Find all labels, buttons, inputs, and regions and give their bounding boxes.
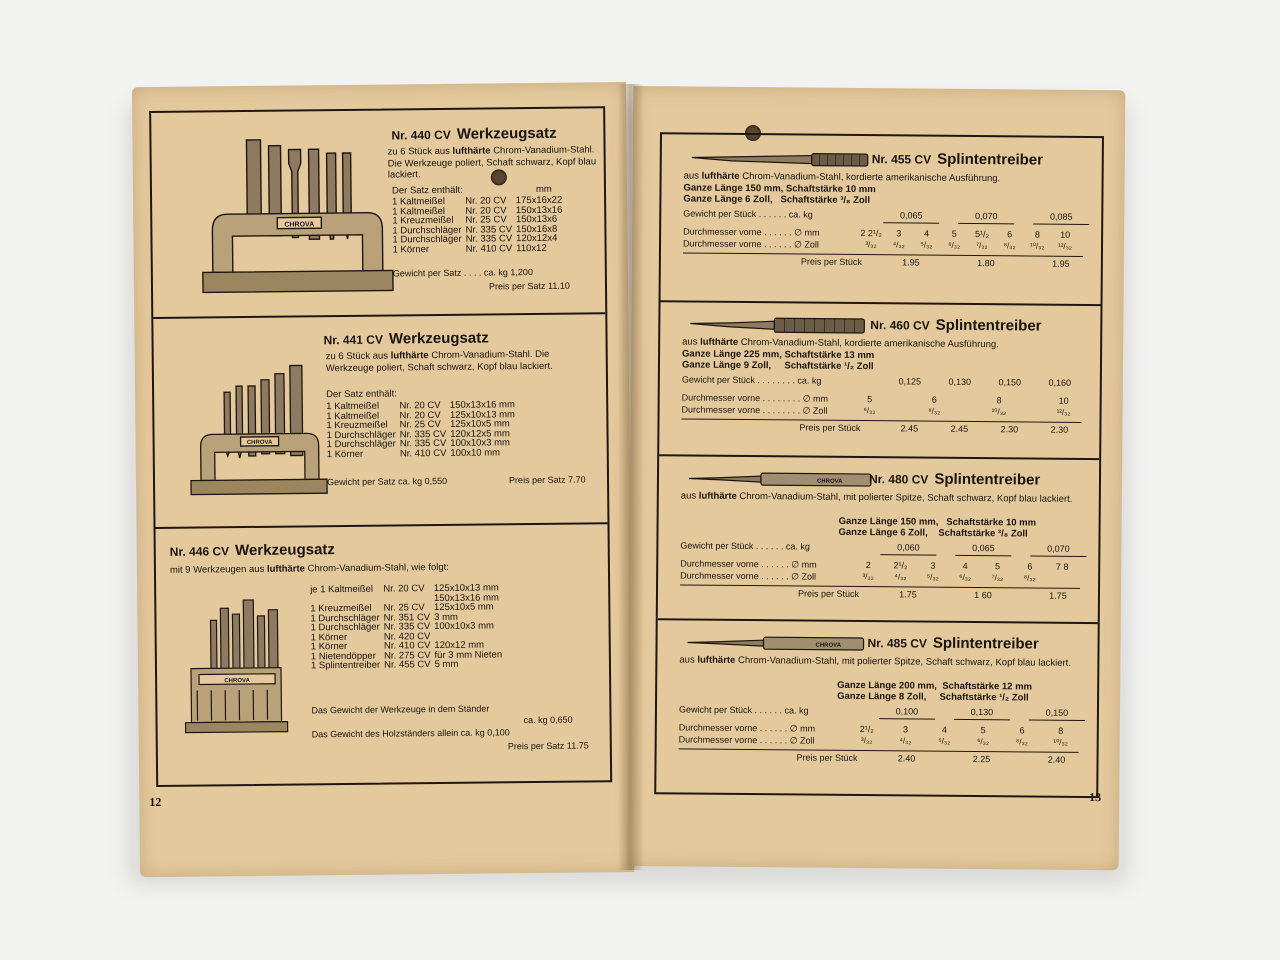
price-value: 1.95 (902, 257, 920, 268)
diameter-mm-value: 4 (962, 560, 968, 571)
punch-description: aus lufthärte Chrom-Vanadium-Stahl, kordierte amerikanische Ausführung. (682, 336, 999, 351)
tool-name: 1 Kaltmeißel (326, 400, 380, 413)
tool-number: Nr. 20 CV (383, 583, 425, 595)
tool-name: 1 Körner (310, 640, 348, 653)
tool-size: 100x10x3 mm (450, 437, 511, 449)
tool-number: Nr. 20 CV (399, 409, 441, 421)
tool-size: 125x10x13 mm (449, 408, 515, 421)
weight-underline (958, 223, 1014, 224)
price-line: Preis per Satz 7.70 (508, 474, 586, 486)
diameter-mm-value: 10 (1060, 229, 1071, 240)
price-label: Preis per Stück (800, 256, 862, 268)
tool-name: 1 Körner (392, 243, 430, 255)
punch-section-455 (661, 134, 1102, 304)
stand-brand: CHROVA (246, 439, 273, 447)
length-line: Ganze Länge 225 mm, Schaftstärke 13 mm (682, 348, 875, 362)
tool-name: 1 Durchschläger (310, 612, 380, 624)
set-number: Nr. 446 CV (169, 544, 230, 559)
diameter-zoll-label: Durchmesser vorne . . . . . . . . ∅ Zoll (681, 404, 828, 416)
diameter-zoll-value: ³/₃₂ (862, 572, 874, 582)
punch-description: aus lufthärte Chrom-Vanadium-Stahl, mit polierter Spitze, Schaft schwarz, Kopf blau lackiert. (679, 654, 1072, 669)
price-value: 1.75 (899, 589, 917, 600)
tool-size: 120x12 mm (434, 639, 485, 652)
punch-name: Splintentreiber (932, 634, 1039, 653)
price-line: Preis per Satz 11.75 (507, 740, 589, 752)
tool-number: Nr. 335 CV (399, 428, 447, 440)
weight-underline (1030, 555, 1086, 556)
tool-number: Nr. 335 CV (399, 437, 447, 450)
weight-label: Gewicht per Stück . . . . . . ca. kg (678, 704, 809, 716)
tool-name: 1 Nietendöpper (310, 650, 376, 662)
diameter-zoll-value: ¹⁰/₃₂ (1030, 241, 1045, 251)
diameter-zoll-label: Durchmesser vorne . . . . . . ∅ Zoll (680, 570, 817, 582)
tool-size: 3 mm (434, 611, 458, 623)
diameter-mm-value: 2 2¹/₂ (860, 228, 882, 239)
tool-number: Nr. 410 CV (383, 640, 431, 652)
diameter-zoll-value: ¹²/₃₂ (1058, 241, 1073, 251)
diameter-mm-value: 3 (930, 560, 936, 571)
punch-title (870, 316, 1041, 335)
tool-size: 150x13x16 mm (449, 399, 515, 411)
weight-value: 0,065 (972, 542, 995, 554)
set-name: Werkzeugsatz (456, 124, 557, 143)
diameter-zoll-value: ⁶/₃₂ (863, 406, 876, 416)
contents-label: Der Satz enthält: (326, 388, 397, 401)
tool-name: 1 Durchschläger (392, 224, 462, 236)
punch-number: Nr. 480 CV (868, 472, 929, 487)
diameter-zoll-value: ⁵/₃₂ (926, 572, 939, 582)
tool-size: 120x12x5 mm (450, 427, 510, 440)
set-title (323, 329, 488, 349)
tool-size: 125x10x5 mm (450, 418, 510, 430)
table-rule (681, 418, 1081, 422)
tool-size: 150x13x6 (515, 213, 558, 226)
tool-size: 150x13x16 mm (433, 591, 499, 604)
tool-name: 1 Kreuzmeißel (310, 602, 372, 615)
price-label: Preis per Stück (797, 588, 860, 600)
weight-value: 0,125 (898, 376, 922, 387)
weight-underline (1033, 224, 1089, 225)
tool-name: 1 Körner (310, 631, 348, 643)
punch-name: Splintentreiber (934, 470, 1041, 489)
tool-number: Nr. 455 CV (384, 659, 431, 671)
diameter-zoll-value: ⁸/₃₂ (1003, 241, 1016, 251)
diameter-mm-value: 8 (1034, 229, 1040, 240)
tool-name: je 1 Kaltmeißel (310, 583, 374, 596)
tool-stand-446-illustration (170, 589, 302, 740)
weight-value: 0,085 (1049, 211, 1073, 222)
diameter-zoll-value: ⁵/₃₂ (938, 736, 951, 746)
tool-size: 100x10x3 mm (434, 620, 494, 633)
diameter-mm-label: Durchmesser vorne . . . . . . . . ∅ mm (681, 392, 829, 404)
weight-value: 0,150 (1045, 707, 1069, 718)
diameter-zoll-value: ⁸/₃₂ (928, 406, 941, 416)
diameter-zoll-value: ⁸/₃₂ (1023, 573, 1036, 583)
length-line-zoll: Ganze Länge 6 Zoll, Schaftstärke ³/₈ Zoll (683, 193, 871, 207)
diameter-mm-value: 8 (1058, 725, 1064, 736)
weight-value: 0,150 (998, 377, 1022, 388)
diameter-mm-value: 6 (1027, 561, 1033, 572)
tool-name: 1 Kaltmeißel (392, 205, 446, 217)
diameter-mm-value: 6 (1007, 229, 1013, 240)
contents-table-441 (326, 400, 519, 459)
length-line-zoll: Ganze Länge 9 Zoll, Schaftstärke ¹/₂ Zoll (681, 359, 874, 373)
set-title (170, 541, 335, 561)
weight-label: Gewicht per Stück . . . . . . ca. kg (680, 540, 810, 552)
stand-brand: CHROVA (284, 221, 315, 229)
left-page (132, 82, 634, 877)
tool-brand: CHROVA (816, 478, 843, 485)
price-value: 2.40 (897, 753, 916, 764)
punch-section-460 (659, 300, 1100, 458)
set-title (391, 125, 556, 145)
price-value: 2.45 (950, 423, 969, 434)
tool-size: 5 mm (434, 658, 459, 671)
weight-stand-line: Das Gewicht der Werkzeuge in dem Ständer (311, 703, 490, 716)
punch-section-485 (656, 618, 1098, 796)
tool-size: 100x10 mm (450, 446, 501, 459)
diameter-zoll-value: ⁷/₃₂ (991, 573, 1004, 583)
diameter-mm-value: 5 (980, 725, 986, 736)
punch-number: Nr. 485 CV (867, 636, 927, 651)
contents-row (393, 243, 567, 254)
tool-number: Nr. 25 CV (465, 214, 507, 226)
weight-value: 0,130 (970, 706, 994, 718)
punch-number: Nr. 460 CV (870, 318, 930, 333)
price-value: 1.80 (977, 258, 995, 269)
price-value: 2.40 (1047, 754, 1066, 765)
punch-name: Splintentreiber (935, 316, 1042, 335)
tool-stand-440-illustration (186, 130, 393, 312)
weight-value: 0,065 (899, 210, 923, 221)
tool-name: 1 Durchschläger (310, 621, 380, 634)
set-description: mit 9 Werkzeugen aus lufthärte Chrom-Vanadium-Stahl, wie folgt: (169, 561, 449, 576)
tool-size: 150x16x8 (515, 223, 558, 235)
diameter-zoll-value: ³/₃₂ (861, 736, 873, 746)
tool-number: Nr. 335 CV (465, 233, 513, 245)
diameter-mm-value: 4 (941, 724, 947, 735)
table-rule (679, 748, 1079, 752)
diameter-mm-label: Durchmesser vorne . . . . . . ∅ mm (678, 722, 816, 734)
diameter-mm-value: 4 (923, 228, 930, 239)
set-description: zu 6 Stück aus lufthärte Chrom-Vanadium-Stahl. Die Werkzeuge poliert, Schaft schwarz, Kopf blau lackiert. (325, 348, 553, 374)
set-440 (151, 108, 605, 319)
tool-name: 1 Körner (326, 448, 364, 460)
punch-description: aus lufthärte Chrom-Vanadium-Stahl, kordierte amerikanische Ausführung. (683, 170, 1001, 185)
weight-label: Gewicht per Stück . . . . . . . . ca. kg (681, 374, 822, 386)
table-rule (680, 584, 1080, 588)
weight-underline (879, 718, 935, 719)
set-name: Werkzeugsatz (235, 541, 335, 560)
weight-value: 0,160 (1048, 377, 1072, 388)
length-line: Ganze Länge 150 mm, Schaftstärke 10 mm (683, 182, 876, 196)
length-line: Ganze Länge 150 mm, Schaftstärke 10 mm (838, 515, 1037, 529)
left-catalog-frame (149, 106, 612, 787)
weight-underline (883, 222, 939, 223)
tool-number: Nr. 335 CV (383, 621, 431, 633)
price-line: Preis per Satz 11.10 (488, 280, 570, 292)
diameter-zoll-value: ⁴/₃₂ (892, 240, 905, 250)
pin-punch-illustration (689, 469, 879, 491)
diameter-mm-value: 3 (896, 228, 902, 239)
weight-wood-line: Das Gewicht des Holzständers allein ca. kg 0,100 (311, 727, 510, 740)
weight-underline (1029, 719, 1085, 720)
price-value: 2.25 (972, 754, 991, 765)
tool-size: 150x13x16 (515, 204, 563, 216)
length-line: Ganze Länge 200 mm, Schaftstärke 12 mm (837, 679, 1033, 693)
tool-number: Nr. 351 CV (383, 611, 431, 624)
right-page (627, 86, 1126, 870)
tool-number: Nr. 275 CV (383, 649, 431, 662)
punch-section-480 (658, 454, 1099, 622)
tool-name: 1 Durchschläger (326, 428, 396, 441)
tool-size: für 3 mm Nieten (434, 648, 503, 661)
length-line-zoll: Ganze Länge 8 Zoll, Schaftstärke ¹/₂ Zoll (837, 690, 1029, 704)
diameter-zoll-label: Durchmesser vorne . . . . . . ∅ Zoll (682, 238, 819, 250)
diameter-mm-value: 5¹/₂ (974, 229, 990, 240)
set-446 (156, 524, 611, 785)
weight-value: 0,060 (897, 542, 920, 553)
punch-number: Nr. 455 CV (871, 152, 932, 167)
set-441 (153, 314, 607, 529)
price-value: 1.95 (1052, 258, 1070, 269)
tool-number: Nr. 335 CV (465, 223, 513, 236)
tool-name: 1 Splintentreiber (310, 659, 381, 672)
price-label: Preis per Stück (799, 422, 861, 434)
diameter-mm-value: 2¹/₂ (893, 560, 908, 571)
diameter-mm-label: Durchmesser vorne . . . . . . ∅ mm (683, 226, 820, 238)
diameter-zoll-value: ¹²/₃₂ (1056, 407, 1071, 417)
tool-number: Nr. 410 CV (399, 447, 447, 459)
weight-stand-value: ca. kg 0,650 (523, 714, 573, 726)
diameter-zoll-value: ¹⁰/₃₂ (991, 407, 1007, 417)
diameter-zoll-value: ⁵/₃₂ (920, 240, 933, 250)
weight-value: 0,070 (974, 211, 998, 222)
tool-number: Nr. 410 CV (465, 242, 513, 255)
page-number: 12 (149, 794, 162, 810)
tool-number: Nr. 25 CV (399, 418, 441, 431)
weight-underline (955, 555, 1011, 556)
punch-description: aus lufthärte Chrom-Vanadium-Stahl, mit polierter Spitze, Schaft schwarz, Kopf blau lackiert. (680, 490, 1073, 505)
price-value: 1.75 (1049, 590, 1067, 601)
tool-number: Nr. 25 CV (383, 602, 425, 614)
pin-punch-illustration (690, 315, 880, 337)
tool-size: 120x12x4 (516, 232, 558, 245)
tool-number: Nr. 420 CV (383, 630, 431, 643)
tool-name: 1 Kreuzmeißel (392, 214, 454, 227)
contents-table-440 (392, 196, 567, 255)
weight-line: Gewicht per Satz ca. kg 0,550 (326, 475, 448, 488)
diameter-zoll-value: ¹⁰/₃₂ (1053, 737, 1068, 747)
pin-punch-illustration (687, 633, 877, 655)
diameter-mm-value: 8 (996, 395, 1002, 406)
diameter-zoll-value: ⁴/₃₂ (894, 572, 907, 582)
weight-underline (880, 554, 936, 555)
price-value: 2.45 (900, 423, 919, 434)
diameter-mm-value: 10 (1058, 395, 1069, 406)
diameter-mm-value: 2¹/₂ (859, 724, 874, 735)
set-number: Nr. 441 CV (323, 332, 383, 348)
pin-punch-illustration (692, 149, 882, 171)
contents-table-446 (310, 583, 506, 671)
diameter-zoll-value: ⁷/₃₂ (976, 241, 988, 251)
tool-name: 1 Durchschläger (326, 438, 396, 451)
punch-title (872, 150, 1043, 169)
price-value: 2.30 (1050, 424, 1069, 435)
table-rule (683, 252, 1083, 256)
tool-size: 125x10x13 mm (433, 582, 499, 595)
price-value: 1 60 (974, 590, 992, 601)
contents-label: Der Satz enthält: (391, 184, 463, 197)
tool-number: Nr. 20 CV (465, 195, 507, 207)
weight-value: 0,070 (1047, 543, 1070, 554)
weight-underline (954, 719, 1010, 720)
tool-number: Nr. 20 CV (399, 399, 441, 412)
diameter-zoll-value: ³/₃₂ (865, 240, 877, 250)
length-line-zoll: Ganze Länge 6 Zoll, Schaftstärke ³/₈ Zoll (838, 526, 1028, 540)
diameter-zoll-value: ⁴/₃₂ (899, 736, 912, 746)
unit-label: mm (535, 183, 552, 195)
tool-size: 125x10x5 mm (433, 601, 494, 614)
weight-label: Gewicht per Stück . . . . . . ca. kg (683, 208, 813, 220)
price-value: 2.30 (1000, 424, 1019, 435)
diameter-zoll-value: ⁸/₃₂ (1015, 737, 1028, 747)
tool-name: 1 Kaltmeißel (392, 195, 445, 208)
stand-brand: CHROVA (224, 677, 250, 685)
weight-value: 0,130 (948, 376, 972, 387)
tool-name: 1 Kreuzmeißel (326, 419, 388, 432)
diameter-mm-value: 5 (951, 228, 957, 239)
diameter-mm-value: 2 (865, 560, 871, 571)
page-number: 13 (1089, 790, 1102, 805)
diameter-mm-value: 7 8 (1055, 561, 1069, 572)
set-name: Werkzeugsatz (388, 329, 489, 348)
diameter-zoll-value: ⁶/₃₂ (948, 240, 961, 250)
price-label: Preis per Stück (796, 752, 858, 763)
punch-name: Splintentreiber (937, 150, 1044, 169)
tool-brand: CHROVA (815, 642, 842, 649)
diameter-mm-value: 6 (1019, 725, 1025, 736)
tool-stand-441-illustration (178, 341, 330, 493)
diameter-zoll-value: ⁶/₃₂ (977, 737, 990, 747)
diameter-mm-value: 5 (994, 561, 1001, 572)
punch-title (869, 470, 1040, 489)
contents-row (311, 659, 506, 671)
diameter-mm-value: 3 (903, 724, 909, 735)
tool-number: Nr. 20 CV (465, 204, 507, 217)
diameter-zoll-value: ⁶/₃₂ (959, 572, 972, 582)
weight-line: Gewicht per Satz . . . . ca. kg 1,200 (392, 267, 533, 279)
punch-title (867, 634, 1038, 653)
tool-name: 1 Durchschläger (392, 233, 462, 246)
set-description: zu 6 Stück aus lufthärte Chrom-Vanadium-Stahl. Die Werkzeuge poliert, Schaft schwarz, Kopf blau lackiert. (387, 144, 597, 181)
tool-size: 110x12 (516, 242, 547, 254)
diameter-mm-value: 5 (867, 394, 873, 405)
weight-value: 0,100 (895, 706, 919, 717)
set-number: Nr. 440 CV (391, 127, 451, 143)
tool-size: 175x16x22 (515, 194, 563, 207)
diameter-zoll-label: Durchmesser vorne . . . . . . ∅ Zoll (678, 734, 815, 746)
diameter-mm-label: Durchmesser vorne . . . . . . ∅ mm (680, 558, 817, 570)
right-catalog-frame (654, 132, 1104, 798)
tool-name: 1 Kaltmeißel (326, 410, 380, 422)
diameter-mm-value: 6 (931, 394, 937, 405)
contents-row (327, 448, 520, 460)
